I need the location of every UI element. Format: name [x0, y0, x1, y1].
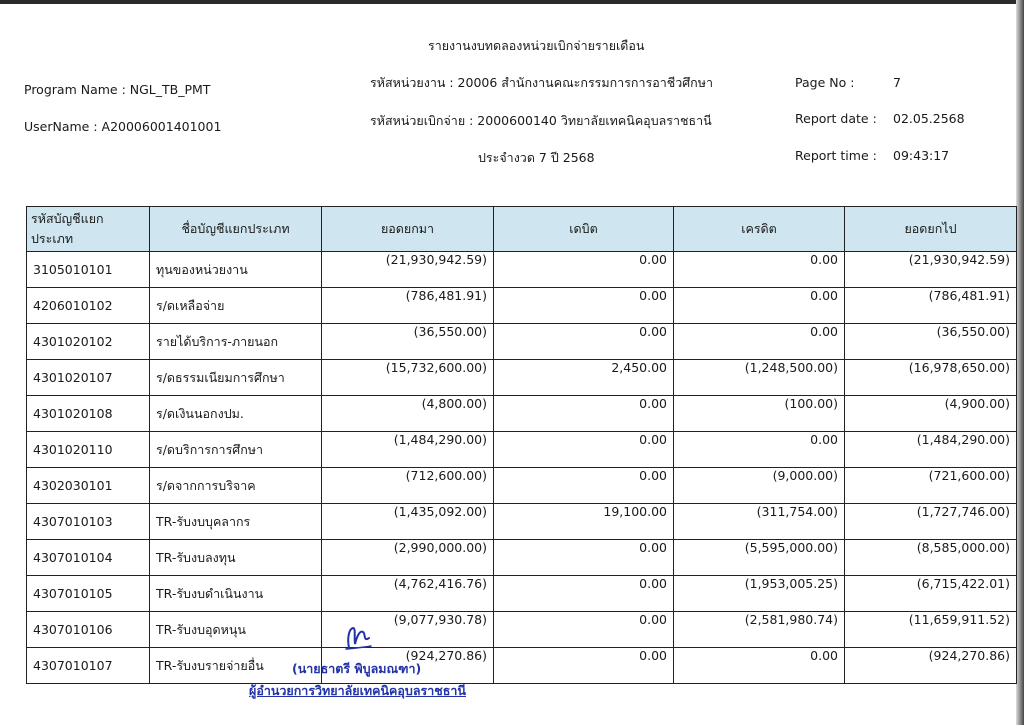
table-row: [27, 432, 1017, 468]
account-name: TR-รับงบรายจ่ายอื่น: [150, 648, 322, 684]
page-no-label: Page No :: [795, 75, 855, 90]
user-name: UserName : A20006001401001: [24, 119, 222, 134]
header-carried-forward: ยอดยกไป: [845, 207, 1017, 252]
carried-forward: (11,659,911.52): [845, 612, 1017, 648]
report-date-label: Report date :: [795, 111, 877, 126]
table-row: [27, 612, 1017, 648]
debit: 0.00: [494, 288, 674, 324]
table-row: [27, 396, 1017, 432]
brought-forward: (9,077,930.78): [322, 612, 494, 648]
report-date-value: 02.05.2568: [893, 111, 965, 126]
table-row: [27, 468, 1017, 504]
account-name: ร/ดเงินนอกงปม.: [150, 396, 322, 432]
carried-forward: (36,550.00): [845, 324, 1017, 360]
brought-forward: (4,762,416.76): [322, 576, 494, 612]
account-name: TR-รับงบดำเนินงาน: [150, 576, 322, 612]
credit: 0.00: [674, 648, 845, 684]
brought-forward: (4,800.00): [322, 396, 494, 432]
account-code: 4307010104: [27, 540, 150, 576]
debit: 0.00: [494, 612, 674, 648]
account-code: 4307010107: [27, 648, 150, 684]
credit: 0.00: [674, 324, 845, 360]
account-code: 4307010106: [27, 612, 150, 648]
debit: 0.00: [494, 648, 674, 684]
credit: (100.00): [674, 396, 845, 432]
credit: (9,000.00): [674, 468, 845, 504]
header-brought-forward: ยอดยกมา: [322, 207, 494, 252]
credit: (5,595,000.00): [674, 540, 845, 576]
table-row: [27, 360, 1017, 396]
disbursement-unit: รหัสหน่วยเบิกจ่าย : 2000600140 วิทยาลัยเทคนิคอุบลราชธานี: [370, 113, 712, 128]
debit: 0.00: [494, 540, 674, 576]
carried-forward: (721,600.00): [845, 468, 1017, 504]
account-name: รายได้บริการ-ภายนอก: [150, 324, 322, 360]
table-row: [27, 648, 1017, 684]
brought-forward: (21,930,942.59): [322, 252, 494, 288]
carried-forward: (16,978,650.00): [845, 360, 1017, 396]
carried-forward: (6,715,422.01): [845, 576, 1017, 612]
report-time-value: 09:43:17: [893, 148, 950, 163]
table-row: [27, 576, 1017, 612]
carried-forward: (21,930,942.59): [845, 252, 1017, 288]
account-name: TR-รับงบอุดหนุน: [150, 612, 322, 648]
header-credit: เครดิต: [674, 207, 845, 252]
credit: (2,581,980.74): [674, 612, 845, 648]
account-code: 4301020107: [27, 360, 150, 396]
table-row: [27, 540, 1017, 576]
brought-forward: (2,990,000.00): [322, 540, 494, 576]
debit: 0.00: [494, 432, 674, 468]
account-code: 4301020108: [27, 396, 150, 432]
account-name: TR-รับงบลงทุน: [150, 540, 322, 576]
brought-forward: (712,600.00): [322, 468, 494, 504]
agency-code: รหัสหน่วยงาน : 20006 สำนักงานคณะกรรมการการอาชีวศึกษา: [370, 75, 714, 90]
table-row: [27, 252, 1017, 288]
brought-forward: (786,481.91): [322, 288, 494, 324]
carried-forward: (924,270.86): [845, 648, 1017, 684]
debit: 2,450.00: [494, 360, 674, 396]
credit: (1,953,005.25): [674, 576, 845, 612]
carried-forward: (786,481.91): [845, 288, 1017, 324]
brought-forward: (15,732,600.00): [322, 360, 494, 396]
carried-forward: (1,484,290.00): [845, 432, 1017, 468]
header-account-name: ชื่อบัญชีแยกประเภท: [150, 207, 322, 252]
account-name: ร/ดเหลือจ่าย: [150, 288, 322, 324]
debit: 19,100.00: [494, 504, 674, 540]
table-row: [27, 504, 1017, 540]
credit: (1,248,500.00): [674, 360, 845, 396]
table-header-row: [27, 207, 1017, 252]
credit: 0.00: [674, 432, 845, 468]
table-row: [27, 288, 1017, 324]
account-code: 4307010103: [27, 504, 150, 540]
table-row: [27, 324, 1017, 360]
header-account-code: รหัสบัญชีแยกประเภท: [27, 207, 150, 252]
debit: 0.00: [494, 324, 674, 360]
credit: 0.00: [674, 288, 845, 324]
brought-forward: (924,270.86): [322, 648, 494, 684]
signatory-title: ผู้อำนวยการวิทยาลัยเทคนิคอุบลราชธานี: [249, 683, 466, 698]
account-name: ร/ดบริการการศึกษา: [150, 432, 322, 468]
report-time-label: Report time :: [795, 148, 877, 163]
brought-forward: (1,484,290.00): [322, 432, 494, 468]
credit: 0.00: [674, 252, 845, 288]
account-code: 4206010102: [27, 288, 150, 324]
debit: 0.00: [494, 396, 674, 432]
account-name: ร/ดธรรมเนียมการศึกษา: [150, 360, 322, 396]
scan-edge-top: [0, 0, 1024, 4]
debit: 0.00: [494, 252, 674, 288]
signatory-name: (นายธาตรี พิบูลมณฑา): [292, 661, 422, 676]
report-title: รายงานงบทดลองหน่วยเบิกจ่ายรายเดือน: [428, 38, 645, 53]
program-name: Program Name : NGL_TB_PMT: [24, 82, 211, 97]
account-name: ทุนของหน่วยงาน: [150, 252, 322, 288]
scan-edge-right: [1016, 0, 1024, 725]
account-code: 4307010105: [27, 576, 150, 612]
account-code: 4301020110: [27, 432, 150, 468]
credit: (311,754.00): [674, 504, 845, 540]
header-debit: เดบิต: [494, 207, 674, 252]
carried-forward: (8,585,000.00): [845, 540, 1017, 576]
account-code: 3105010101: [27, 252, 150, 288]
page-no-value: 7: [893, 75, 901, 90]
carried-forward: (1,727,746.00): [845, 504, 1017, 540]
trial-balance-table: [26, 206, 1017, 684]
debit: 0.00: [494, 576, 674, 612]
account-code: 4302030101: [27, 468, 150, 504]
report-period: ประจำงวด 7 ปี 2568: [478, 150, 595, 165]
account-code: 4301020102: [27, 324, 150, 360]
brought-forward: (1,435,092.00): [322, 504, 494, 540]
account-name: TR-รับงบบุคลากร: [150, 504, 322, 540]
signature-mark-icon: [343, 624, 373, 652]
brought-forward: (36,550.00): [322, 324, 494, 360]
debit: 0.00: [494, 468, 674, 504]
carried-forward: (4,900.00): [845, 396, 1017, 432]
account-name: ร/ดจากการบริจาค: [150, 468, 322, 504]
